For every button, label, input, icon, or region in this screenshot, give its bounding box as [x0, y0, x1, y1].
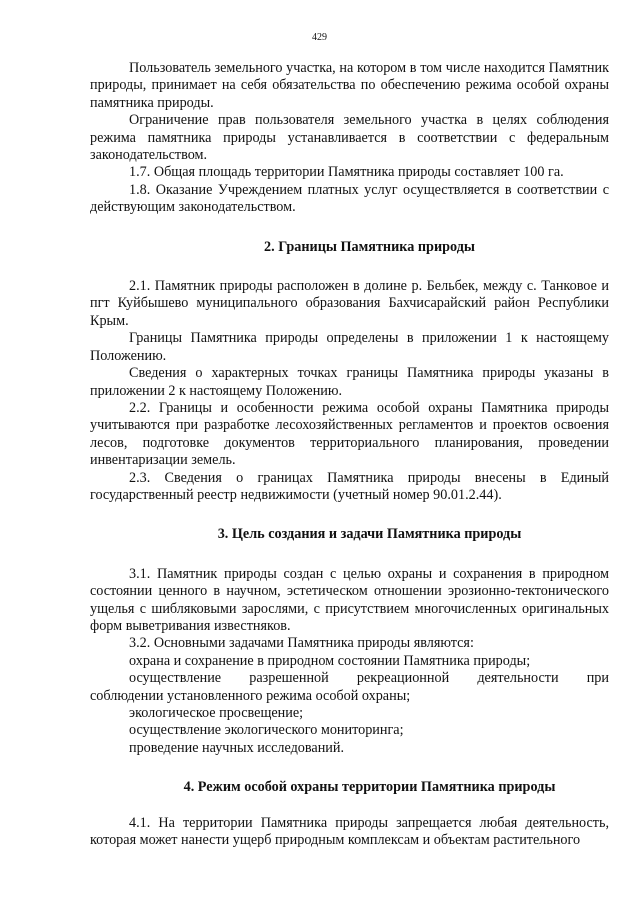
- list-item: охрана и сохранение в природном состоянии Памятника природы;: [129, 652, 531, 669]
- section-heading-4: 4. Режим особой охраны территории Памятника природы: [183, 779, 556, 796]
- list-item: осуществление экологического мониторинга;: [129, 722, 404, 739]
- page-number: 429: [312, 32, 327, 43]
- section-heading-2: 2. Границы Памятника природы: [264, 238, 475, 255]
- document-body: [90, 60, 609, 849]
- paragraph: Сведения о характерных точках границы Памятника природы указаны в приложении 2 к настоящему Положению.: [90, 365, 609, 399]
- paragraph: Ограничение прав пользователя земельного участка в целях соблюдения режима памятника природы устанавливается в соответствии с федеральным законодательством.: [90, 112, 609, 164]
- paragraph: 4.1. На территории Памятника природы запрещается любая деятельность, которая может нанести ущерб природным комплексам и объектам растительного: [90, 814, 609, 849]
- list-item: осуществление разрешенной рекреационной деятельности при: [129, 670, 609, 687]
- paragraph: 1.8. Оказание Учреждением платных услуг осуществляется в соответствии с действующим законодательством.: [90, 181, 609, 216]
- paragraph: 3.2. Основными задачами Памятника природы являются:: [129, 635, 474, 652]
- paragraph: 2.1. Памятник природы расположен в долине р. Бельбек, между с. Танковое и пгт Куйбышево муниципального образования Бахчисарайский район Республики Крым.: [90, 278, 609, 329]
- list-item: проведение научных исследований.: [129, 739, 345, 756]
- list-item-continuation: соблюдении установленного режима особой охраны;: [90, 687, 411, 704]
- paragraph: 2.2. Границы и особенности режима особой охраны Памятника природы учитываются при разработке лесохозяйственных регламентов и проектов освоения лесов, подготовке документов территориального планирования, проведении инвентаризации земель.: [90, 399, 609, 469]
- list-item: экологическое просвещение;: [129, 705, 304, 721]
- paragraph: 2.3. Сведения о границах Памятника природы внесены в Единый государственный реестр недвижимости (учетный номер 90.01.2.44).: [90, 469, 609, 503]
- paragraph: 3.1. Памятник природы создан с целью охраны и сохранения в природном состоянии ценного в научном, эстетическом отношении эрозионно-тектонического ущелья с шибляковыми зарослями, с присутствием многочисленных оригинальных форм выветривания известняков.: [90, 565, 609, 634]
- paragraph: Пользователь земельного участка, на котором в том числе находится Памятник природы, принимает на себя обязательства по обеспечению режима особой охраны памятника природы.: [90, 60, 609, 111]
- section-heading-3: 3. Цель создания и задачи Памятника природы: [217, 526, 522, 543]
- paragraph: Границы Памятника природы определены в приложении 1 к настоящему Положению.: [90, 330, 609, 364]
- paragraph: 1.7. Общая площадь территории Памятника природы составляет 100 га.: [129, 164, 564, 181]
